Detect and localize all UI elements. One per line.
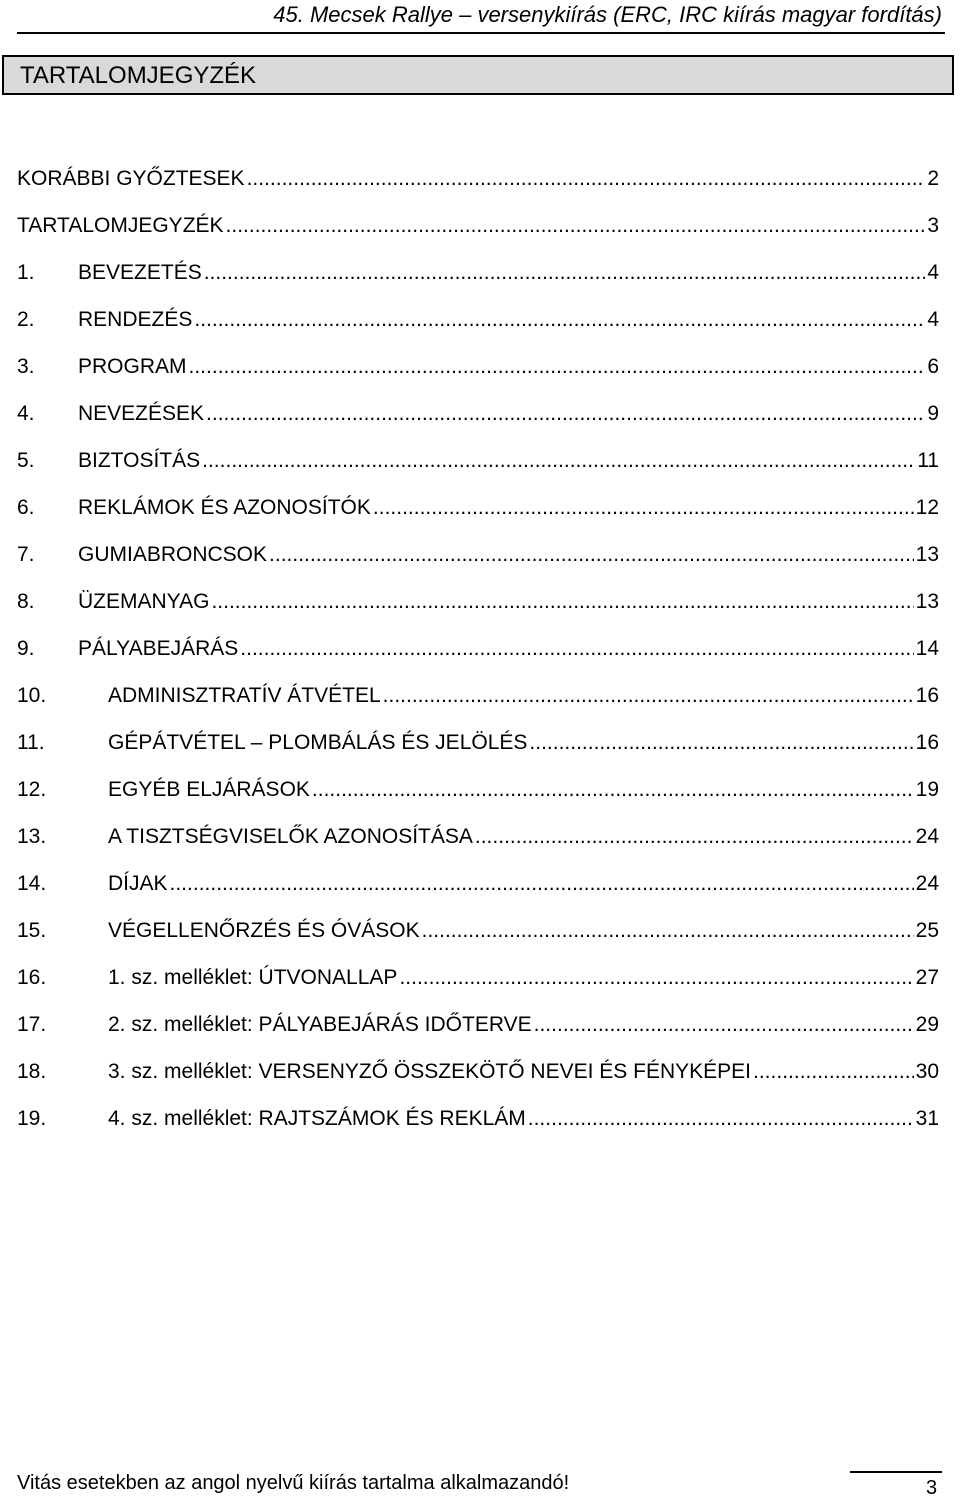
header-divider xyxy=(17,32,945,34)
toc-entry-number: 16. xyxy=(17,966,47,989)
section-heading-box xyxy=(2,55,954,95)
toc-entry-label: TARTALOMJEGYZÉK xyxy=(17,214,224,237)
toc-entry-label: PROGRAM xyxy=(78,355,187,378)
toc-dot-leader xyxy=(206,400,925,428)
document-header-title: 45. Mecsek Rallye – versenykiírás (ERC, IRC kiírás magyar fordítás) xyxy=(273,2,942,27)
toc-entry-page: 24 xyxy=(915,872,939,895)
toc-entry[interactable] xyxy=(17,494,939,541)
page-number: 3 xyxy=(926,1477,938,1499)
toc-entry-label: 4. sz. melléklet: RAJTSZÁMOK ÉS REKLÁM xyxy=(108,1107,526,1130)
toc-entry[interactable] xyxy=(17,212,939,259)
toc-entry-page: 24 xyxy=(915,825,939,848)
toc-entry-page: 29 xyxy=(915,1013,939,1036)
toc-entry[interactable] xyxy=(17,1011,939,1058)
toc-dot-leader xyxy=(269,541,914,569)
toc-entry[interactable] xyxy=(17,259,939,306)
toc-entry[interactable] xyxy=(17,964,939,1011)
toc-entry-page: 2 xyxy=(927,167,939,190)
footer-divider xyxy=(850,1471,942,1473)
toc-entry-number: 4. xyxy=(17,402,35,425)
toc-entry-page: 4 xyxy=(927,308,939,331)
toc-entry-number: 18. xyxy=(17,1060,47,1083)
toc-entry-number: 14. xyxy=(17,872,47,895)
toc-entry-number: 10. xyxy=(17,684,47,707)
toc-entry[interactable] xyxy=(17,541,939,588)
toc-entry-page: 11 xyxy=(917,449,939,472)
toc-entry-label: EGYÉB ELJÁRÁSOK xyxy=(108,778,310,801)
toc-entry[interactable] xyxy=(17,823,939,870)
toc-entry-page: 6 xyxy=(927,355,939,378)
toc-entry-label: A TISZTSÉGVISELŐK AZONOSÍTÁSA xyxy=(108,825,473,848)
toc-entry-label: GÉPÁTVÉTEL – PLOMBÁLÁS ÉS JELÖLÉS xyxy=(108,731,528,754)
section-heading: TARTALOMJEGYZÉK xyxy=(20,62,257,89)
toc-entry-page: 31 xyxy=(915,1107,939,1130)
toc-dot-leader xyxy=(189,353,925,381)
toc-entry-number: 2. xyxy=(17,308,35,331)
toc-entry-number: 1. xyxy=(17,261,35,284)
toc-entry-page: 9 xyxy=(927,402,939,425)
toc-dot-leader xyxy=(475,823,914,851)
toc-entry-label: 3. sz. melléklet: VERSENYZŐ ÖSSZEKÖTŐ NEVEI ÉS FÉNYKÉPEI xyxy=(108,1060,752,1083)
toc-dot-leader xyxy=(194,306,925,334)
toc-entry-number: 11. xyxy=(17,731,45,754)
toc-entry-number: 5. xyxy=(17,449,35,472)
toc-entry-label: GUMIABRONCSOK xyxy=(78,543,268,566)
toc-entry[interactable] xyxy=(17,1058,939,1105)
toc-entry-page: 13 xyxy=(915,590,939,613)
toc-entry-number: 12. xyxy=(17,778,47,801)
toc-entry-page: 16 xyxy=(915,731,939,754)
toc-entry-label: ADMINISZTRATÍV ÁTVÉTEL xyxy=(108,684,381,707)
toc-dot-leader xyxy=(383,682,914,710)
toc-dot-leader xyxy=(528,1105,914,1133)
toc-entry[interactable] xyxy=(17,682,939,729)
toc-entry-label: BIZTOSÍTÁS xyxy=(78,449,201,472)
toc-dot-leader xyxy=(753,1058,914,1086)
toc-entry-label: RENDEZÉS xyxy=(78,308,193,331)
toc-entry-number: 9. xyxy=(17,637,35,660)
toc-entry[interactable] xyxy=(17,400,939,447)
toc-entry[interactable] xyxy=(17,1105,939,1152)
toc-entry-page: 3 xyxy=(927,214,939,237)
toc-dot-leader xyxy=(202,447,915,475)
toc-entry[interactable] xyxy=(17,165,939,212)
toc-entry-number: 6. xyxy=(17,496,35,519)
toc-entry-label: VÉGELLENŐRZÉS ÉS ÓVÁSOK xyxy=(108,919,420,942)
toc-dot-leader xyxy=(373,494,914,522)
toc-dot-leader xyxy=(529,729,913,757)
toc-entry[interactable] xyxy=(17,917,939,964)
toc-entry-page: 25 xyxy=(915,919,939,942)
toc-entry-number: 13. xyxy=(17,825,47,848)
toc-entry[interactable] xyxy=(17,635,939,682)
toc-entry-page: 30 xyxy=(915,1060,939,1083)
toc-dot-leader xyxy=(534,1011,914,1039)
toc-entry-page: 4 xyxy=(927,261,939,284)
toc-dot-leader xyxy=(204,259,925,287)
toc-dot-leader xyxy=(240,635,913,663)
toc-entry-number: 3. xyxy=(17,355,35,378)
toc-entry-label: DÍJAK xyxy=(108,872,168,895)
toc-entry[interactable] xyxy=(17,588,939,635)
toc-entry[interactable] xyxy=(17,353,939,400)
toc-entry[interactable] xyxy=(17,776,939,823)
toc-dot-leader xyxy=(422,917,914,945)
toc-dot-leader xyxy=(170,870,914,898)
toc-entry-label: REKLÁMOK ÉS AZONOSÍTÓK xyxy=(78,496,371,519)
toc-entry-number: 8. xyxy=(17,590,35,613)
toc-entry-number: 15. xyxy=(17,919,47,942)
toc-entry-label: 1. sz. melléklet: ÚTVONALLAP xyxy=(108,966,398,989)
toc-entry-page: 27 xyxy=(915,966,939,989)
toc-entry[interactable] xyxy=(17,870,939,917)
table-of-contents xyxy=(17,165,939,1152)
toc-dot-leader xyxy=(312,776,914,804)
toc-entry-page: 19 xyxy=(915,778,939,801)
toc-entry-label: KORÁBBI GYŐZTESEK xyxy=(17,167,245,190)
toc-entry-number: 7. xyxy=(17,543,35,566)
toc-entry-page: 16 xyxy=(915,684,939,707)
toc-entry-page: 14 xyxy=(915,637,939,660)
toc-entry-label: PÁLYABEJÁRÁS xyxy=(78,637,239,660)
toc-entry-page: 13 xyxy=(915,543,939,566)
toc-entry-number: 17. xyxy=(17,1013,47,1036)
toc-entry-label: BEVEZETÉS xyxy=(78,261,202,284)
toc-entry-label: NEVEZÉSEK xyxy=(78,402,205,425)
toc-entry[interactable] xyxy=(17,729,939,776)
toc-dot-leader xyxy=(226,212,925,240)
footer-note: Vitás esetekben az angol nyelvű kiírás tartalma alkalmazandó! xyxy=(17,1472,570,1494)
toc-entry-label: ÜZEMANYAG xyxy=(78,590,210,613)
toc-entry-number: 19. xyxy=(17,1107,47,1130)
toc-entry[interactable] xyxy=(17,447,939,494)
toc-dot-leader xyxy=(399,964,913,992)
toc-entry-label: 2. sz. melléklet: PÁLYABEJÁRÁS IDŐTERVE xyxy=(108,1013,532,1036)
toc-entry[interactable] xyxy=(17,306,939,353)
toc-entry-page: 12 xyxy=(915,496,939,519)
toc-dot-leader xyxy=(211,588,913,616)
toc-dot-leader xyxy=(247,165,925,193)
